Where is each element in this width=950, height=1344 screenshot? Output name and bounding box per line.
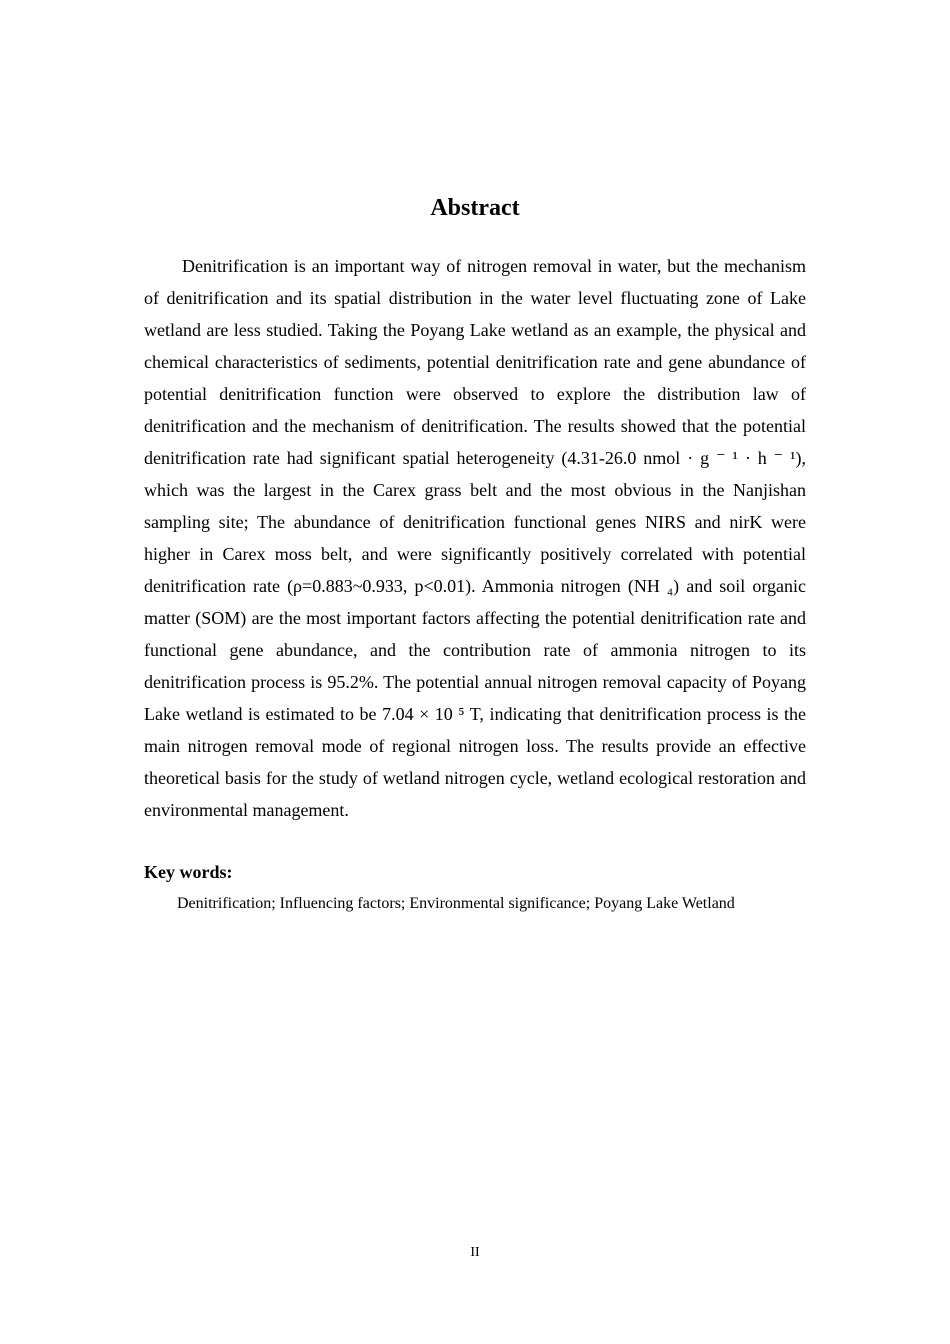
abstract-paragraph: Denitrification is an important way of nitrogen removal in water, but the mechanism of denitrification and its spatial distribution in the water level fluctuating zone of Lake wetland are less studied. Taking the Poyang Lake wetland as an example, the physical and chemical characteristics of sediments, potential denitrification rate and gene abundance of potential denitrification function were observed to explore the distribution law of denitrification and the mechanism of denitrification. The results showed that the potential denitrification rate had significant spatial heterogeneity (4.31-26.0 nmol · g ⁻ ¹ · h ⁻ ¹), which was the largest in the Carex grass belt and the most obvious in the Nanjishan sampling site; The abundance of denitrification functional genes NIRS and nirK were higher in Carex moss belt, and were significantly positively correlated with potential denitrification rate (ρ=0.883~0.933, p<0.01). Ammonia nitrogen (NH ₄) and soil organic matter (SOM) are the most important factors affecting the potential denitrification rate and functional gene abundance, and the contribution rate of ammonia nitrogen to its denitrification process is 95.2%. The potential annual nitrogen removal capacity of Poyang Lake wetland is estimated to be 7.04 × 10 ⁵ T, indicating that denitrification process is the main nitrogen removal mode of regional nitrogen loss. The results provide an effective theoretical basis for the study of wetland nitrogen cycle, wetland ecological restoration and environmental management.: [144, 256, 806, 820]
page-number: II: [470, 1245, 480, 1260]
keywords-label: Key words:: [144, 862, 233, 882]
keywords-text: Denitrification; Influencing factors; Environmental significance; Poyang Lake Wetland: [177, 895, 735, 912]
page-title: Abstract: [430, 195, 520, 221]
abstract-body: [144, 250, 806, 826]
